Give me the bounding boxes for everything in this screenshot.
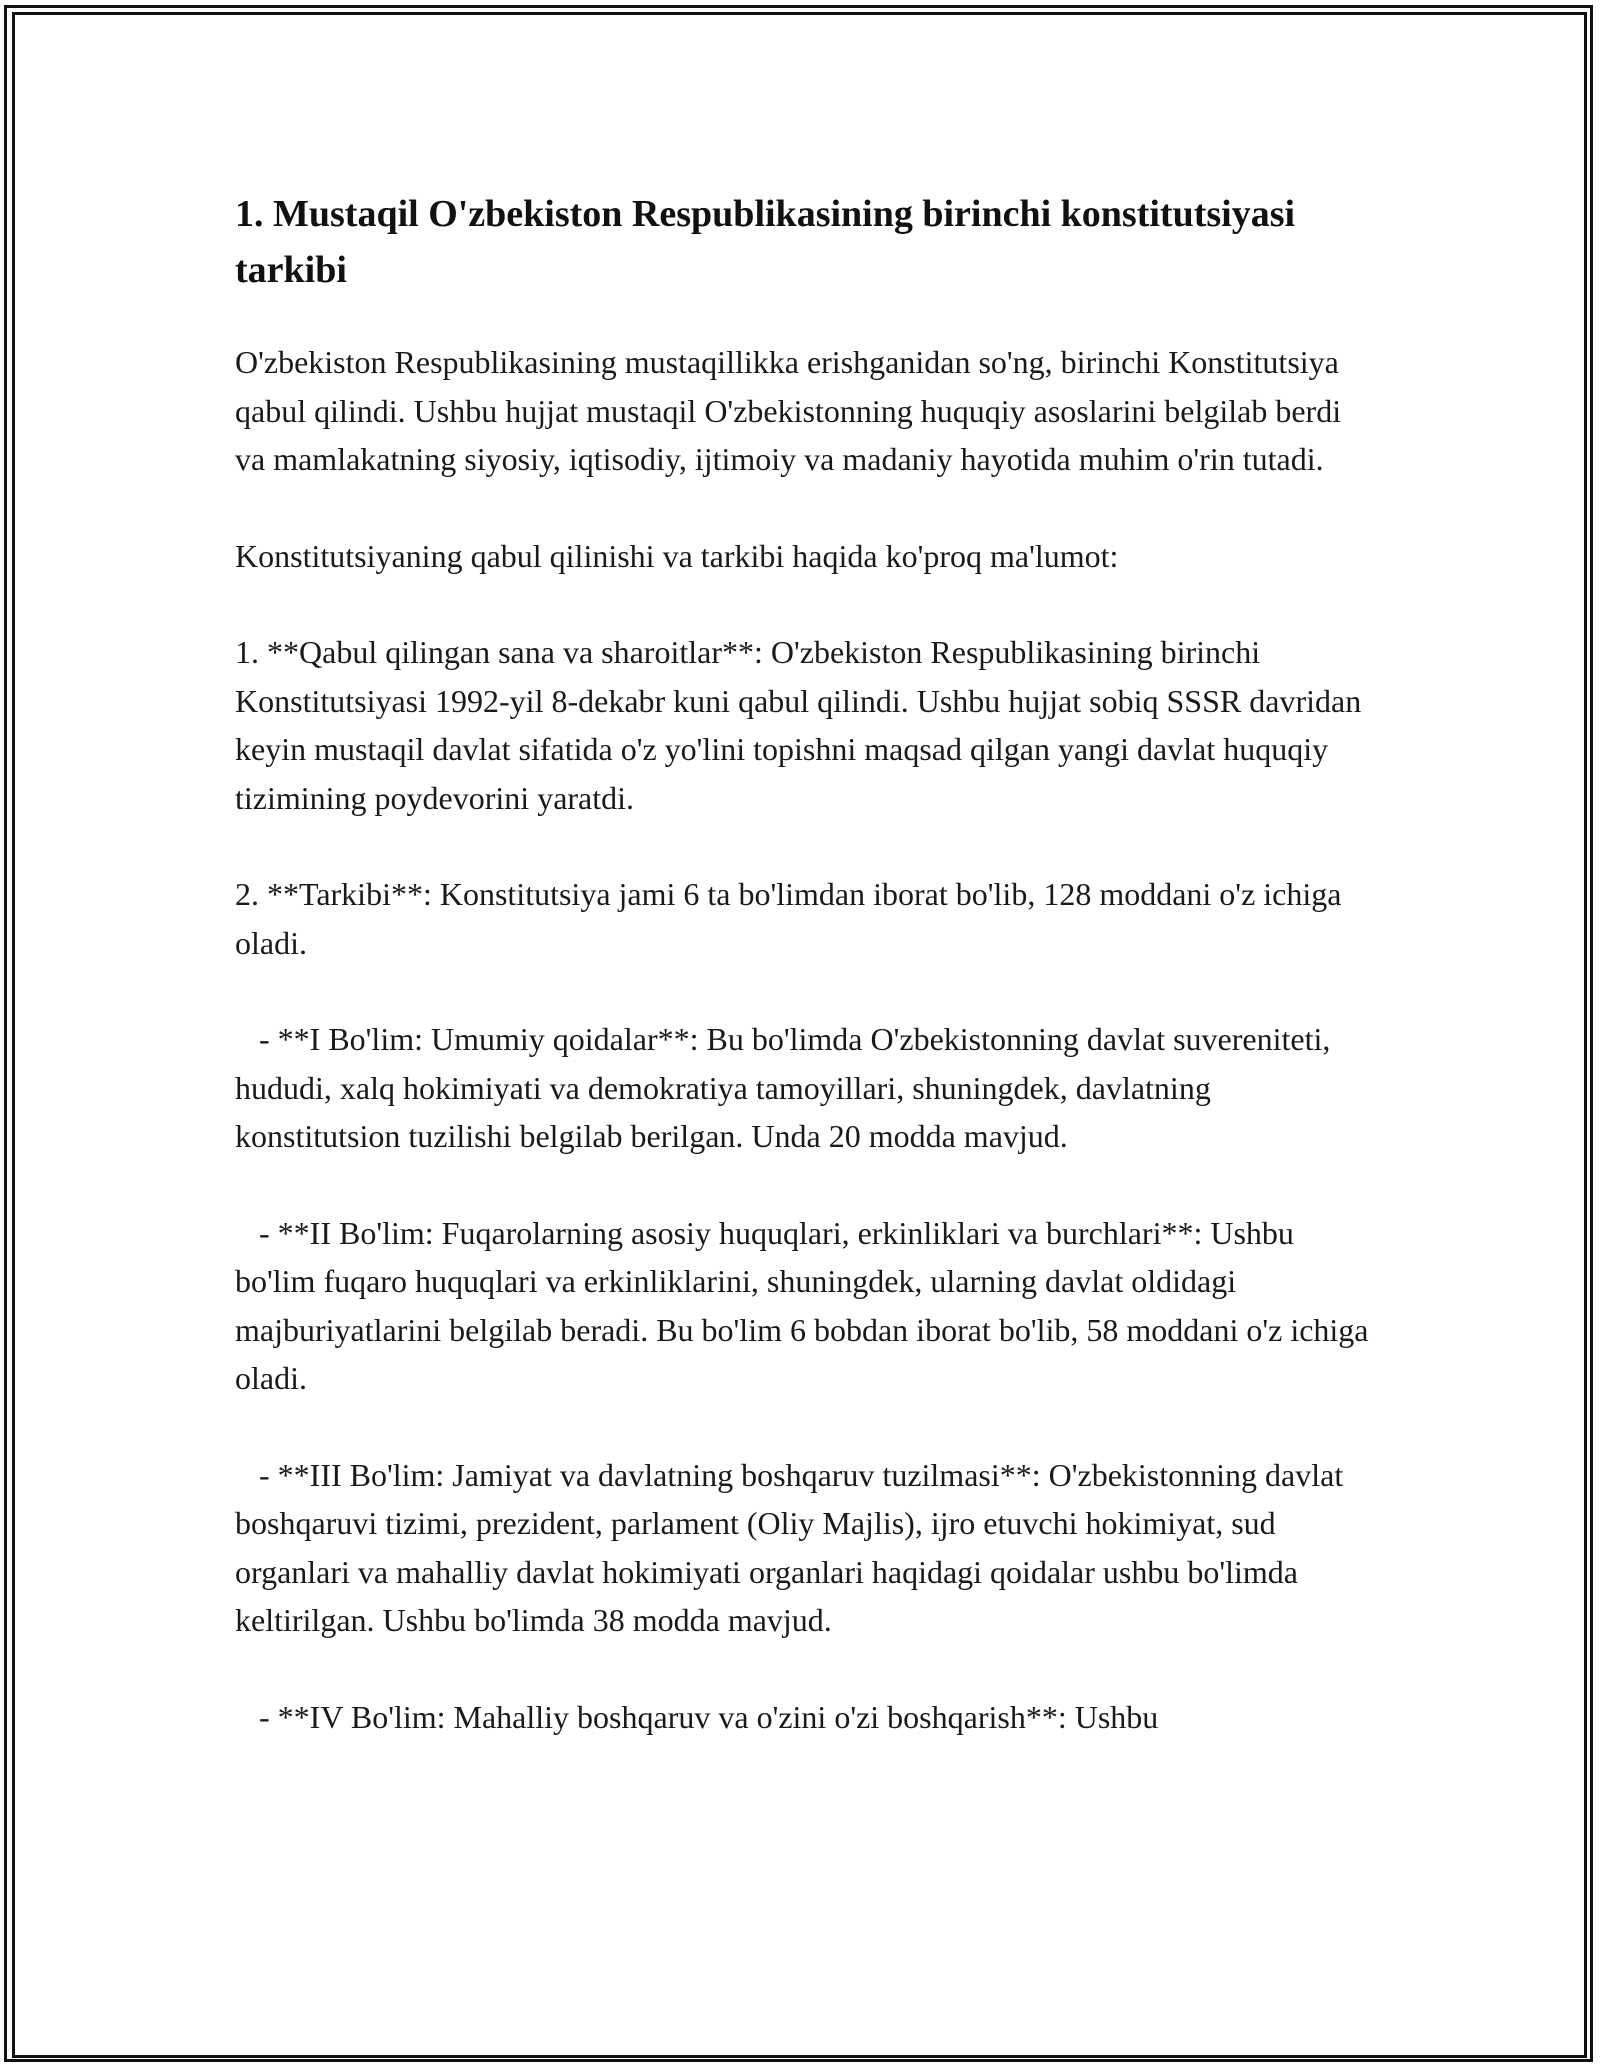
paragraph-adoption-date: 1. **Qabul qilingan sana va sharoitlar**: O'zbekiston Respublikasining birinchi Konstitutsiyasi 1992-yil 8-dekabr kuni qabul qilindi. Ushbu hujjat sobiq SSSR davridan keyin mustaqil davlat sifatida o'z yo'lini topishni maqsad qilgan yangi davlat huquqiy tizimining poydevorini yaratdi. (235, 634, 1370, 816)
paragraph-intro: O'zbekiston Respublikasining mustaqillikka erishganidan so'ng, birinchi Konstitutsiya qabul qilindi. Ushbu hujjat mustaqil O'zbekistonning huquqiy asoslarini belgilab berdi va mamlakatning siyosiy, iqtisodiy, ijtimoiy va madaniy hayotida muhim o'rin tutadi. (235, 344, 1350, 477)
paragraph-section-4: - **IV Bo'lim: Mahalliy boshqaruv va o'zini o'zi boshqarish**: Ushbu (235, 1698, 1159, 1735)
paragraph-lead-in: Konstitutsiyaning qabul qilinishi va tarkibi haqida ko'proq ma'lumot: (235, 537, 1119, 574)
paragraph-structure: 2. **Tarkibi**: Konstitutsiya jami 6 ta bo'limdan iborat bo'lib, 128 moddani o'z ichiga oladi. (235, 876, 1350, 961)
paragraph-section-3: - **III Bo'lim: Jamiyat va davlatning boshqaruv tuzilmasi**: O'zbekistonning davlat boshqaruvi tizimi, prezident, parlament (Oliy Majlis), ijro etuvchi hokimiyat, sud organlari va mahalliy davlat hokimiyati organlari haqidagi qoidalar ushbu bo'limda keltirilgan. Ushbu bo'limda 38 modda mavjud. (235, 1456, 1352, 1638)
paragraph-section-2: - **II Bo'lim: Fuqarolarning asosiy huquqlari, erkinliklari va burchlari**: Ushbu bo'lim fuqaro huquqlari va erkinliklarini, shuningdek, ularning davlat oldidagi majburiyatlarini belgilab beradi. Bu bo'lim 6 bobdan iborat bo'lib, 58 moddani o'z ichiga oladi. (235, 1214, 1377, 1396)
document-body (235, 186, 1375, 1789)
paragraph-section-1: - **I Bo'lim: Umumiy qoidalar**: Bu bo'limda O'zbekistonning davlat suvereniteti, hududi, xalq hokimiyati va demokratiya tamoyillari, shuningdek, davlatning konstitutsion tuzilishi belgilab berilgan. Unda 20 modda mavjud. (235, 1021, 1339, 1154)
document-title: 1. Mustaqil O'zbekiston Respublikasining birinchi konstitutsiyasi tarkibi (235, 193, 1296, 291)
